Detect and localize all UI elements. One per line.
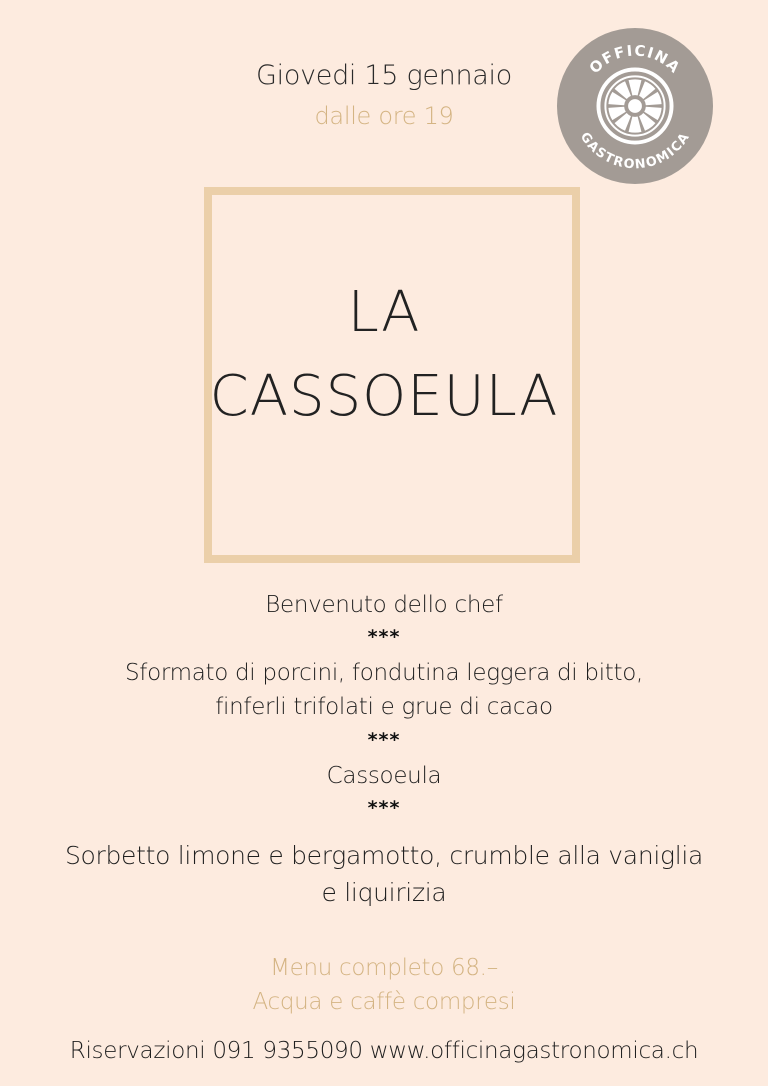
event-date: Giovedi 15 gennaio [256, 60, 512, 91]
title-line-2: CASSOEULA [209, 364, 559, 429]
reservation-contact: Riservazioni 091 9355090 www.officinagastronomica.ch [69, 1038, 699, 1064]
logo-top-text: OFFICINA [586, 42, 684, 78]
menu-included: Acqua e caffè compresi [252, 989, 516, 1015]
menu-price: Menu completo 68.– [270, 955, 498, 981]
title-line-1: LA [347, 280, 421, 345]
menu-separator: *** [367, 729, 401, 751]
logo-bottom-text: GASTRONOMICA [576, 129, 694, 173]
officina-gastronomica-logo [556, 27, 714, 185]
menu-separator: *** [367, 797, 401, 819]
menu-course-2-line-1: Sformato di porcini, fondutina leggera di bitto, [124, 660, 644, 686]
menu-course-4-line-2: e liquirizia [321, 878, 447, 907]
menu-course-2-line-2: finferli trifolati e grue di cacao [215, 694, 553, 720]
menu-course-3: Cassoeula [326, 763, 442, 789]
menu-course-1: Benvenuto dello chef [265, 592, 503, 618]
menu-course-4-line-1: Sorbetto limone e bergamotto, crumble alla vaniglia [64, 841, 704, 870]
menu-separator: *** [367, 626, 401, 648]
event-time: dalle ore 19 [314, 102, 454, 130]
